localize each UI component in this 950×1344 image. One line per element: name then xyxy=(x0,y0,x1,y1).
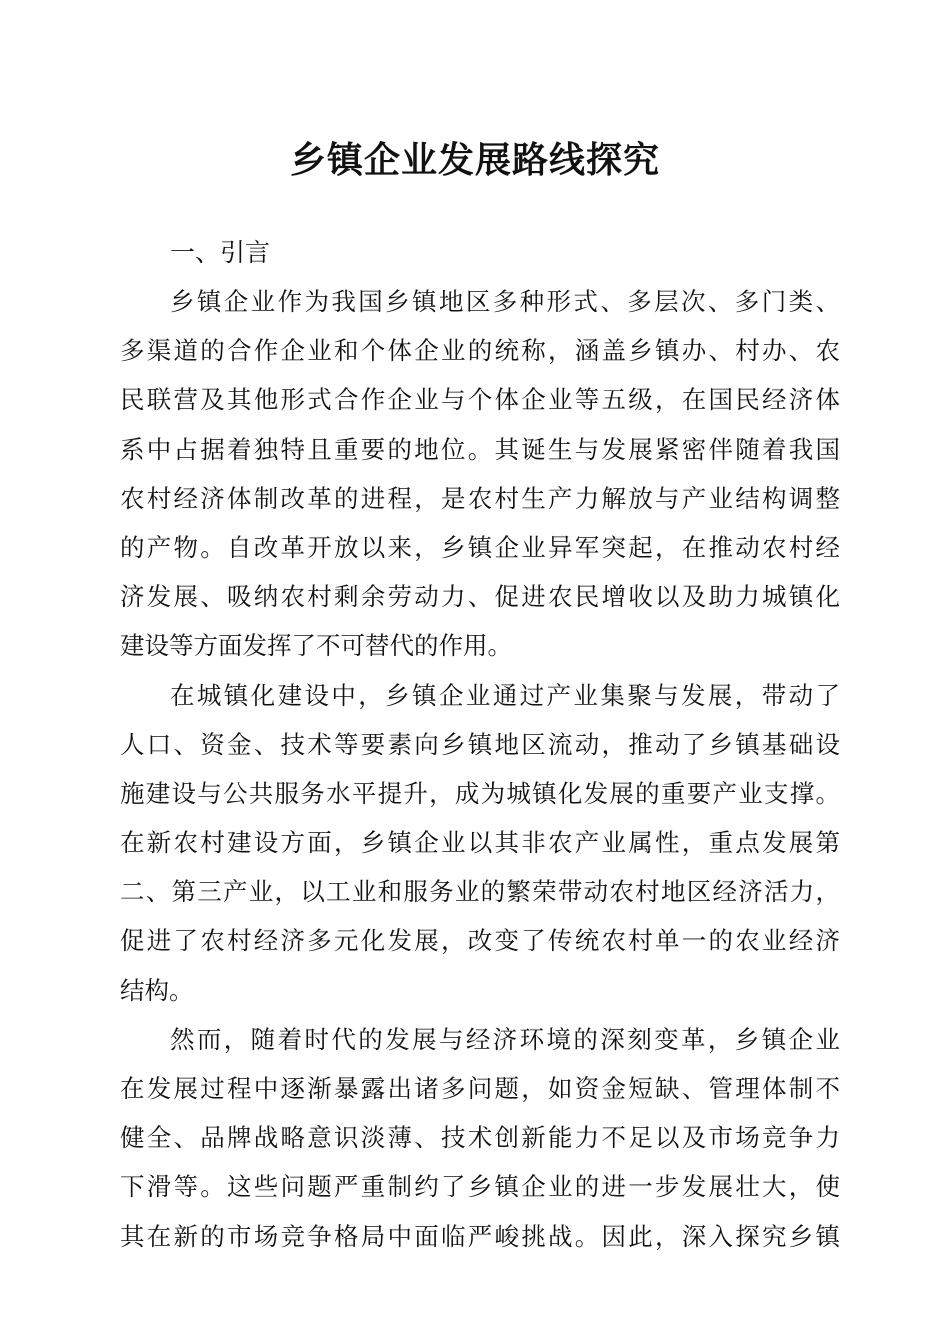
text-line: 然而，随着时代的发展与经济环境的深刻变革，乡镇企业 xyxy=(170,1024,840,1054)
document-body xyxy=(120,228,840,1261)
paragraph xyxy=(120,1015,840,1261)
text-line: 的产物。自改革开放以来，乡镇企业异军突起，在推动农村经 xyxy=(120,532,840,562)
text-line: 结构。 xyxy=(120,975,194,1005)
text-line: 建设等方面发挥了不可替代的作用。 xyxy=(120,631,512,661)
text-line: 乡镇企业作为我国乡镇地区多种形式、多层次、多门类、 xyxy=(170,287,840,316)
text-line: 二、第三产业，以工业和服务业的繁荣带动农村地区经济活力， xyxy=(120,877,840,907)
text-line: 在新农村建设方面，乡镇企业以其非农产业属性，重点发展第 xyxy=(120,828,840,858)
document-title: 乡镇企业发展路线探究 xyxy=(289,139,660,181)
text-line: 在发展过程中逐渐暴露出诸多问题，如资金短缺、管理体制不 xyxy=(120,1074,840,1103)
text-line: 农村经济体制改革的进程，是农村生产力解放与产业结构调整 xyxy=(120,483,840,513)
paragraph xyxy=(120,277,840,671)
text-line: 在城镇化建设中，乡镇企业通过产业集聚与发展，带动了 xyxy=(170,680,840,710)
text-line: 促进了农村经济多元化发展，改变了传统农村单一的农业经济 xyxy=(120,926,840,956)
text-line: 施建设与公共服务水平提升，成为城镇化发展的重要产业支撑。 xyxy=(120,778,840,808)
text-line: 系中占据着独特且重要的地位。其诞生与发展紧密伴随着我国 xyxy=(120,434,840,464)
text-line: 人口、资金、技术等要素向乡镇地区流动，推动了乡镇基础设 xyxy=(120,729,840,759)
paragraph xyxy=(120,671,840,1015)
text-line: 多渠道的合作企业和个体企业的统称，涵盖乡镇办、村办、农 xyxy=(120,336,840,366)
text-line: 下滑等。这些问题严重制约了乡镇企业的进一步发展壮大，使 xyxy=(120,1172,840,1202)
text-line: 济发展、吸纳农村剩余劳动力、促进农民增收以及助力城镇化 xyxy=(120,582,840,612)
section-heading: 一、引言 xyxy=(170,238,271,267)
text-line: 健全、品牌战略意识淡薄、技术创新能力不足以及市场竞争力 xyxy=(120,1123,840,1153)
text-line: 其在新的市场竞争格局中面临严峻挑战。因此，深入探究乡镇 xyxy=(120,1221,840,1251)
text-line: 民联营及其他形式合作企业与个体企业等五级，在国民经济体 xyxy=(120,385,840,415)
